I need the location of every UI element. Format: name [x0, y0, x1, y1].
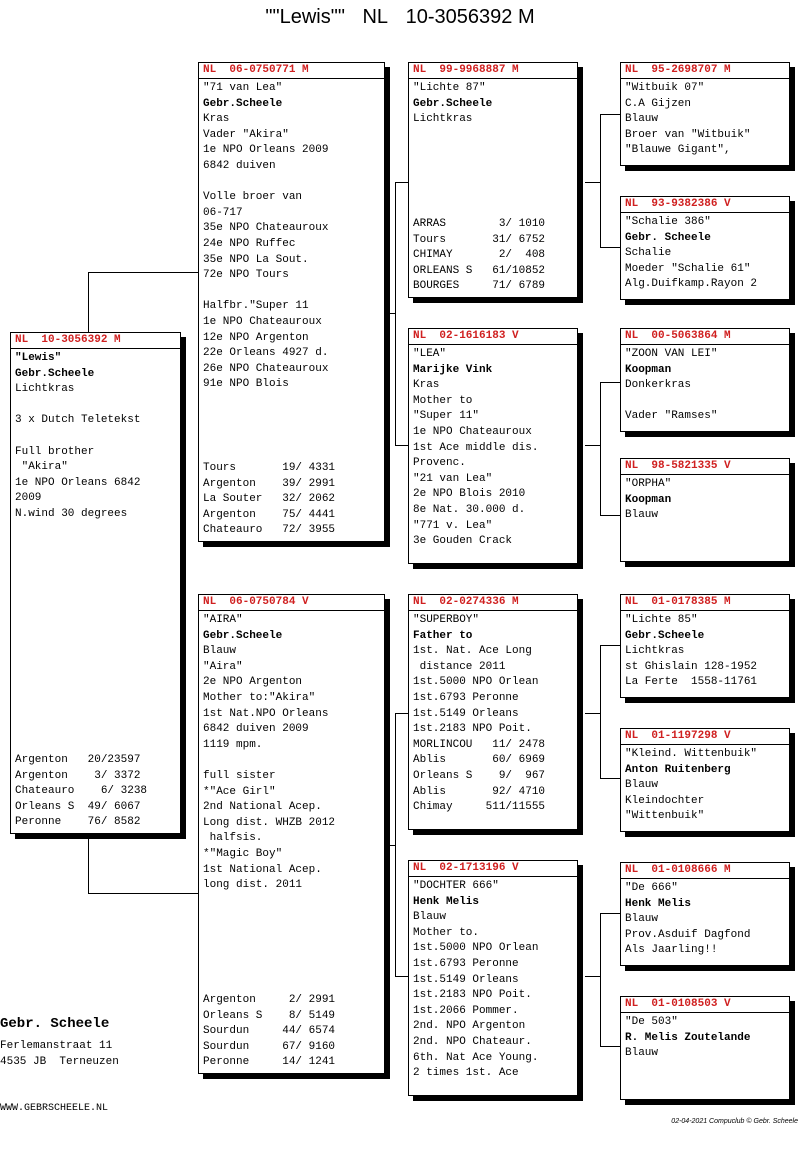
info-line: Orleans S 9/ 967	[413, 769, 546, 782]
pigeon-name: "ZOON VAN LEI"	[625, 348, 718, 360]
info-line: Vader "Akira"	[203, 128, 289, 141]
race-result: Sourdun 44/ 6574	[203, 1025, 336, 1038]
ring-number: NL 02-0274336 M	[409, 595, 577, 611]
info-line: distance 2011	[413, 660, 506, 673]
info-line: 1e NPO Chateauroux	[413, 425, 532, 438]
info-line: 2 times 1st. Ace	[413, 1067, 519, 1080]
info-line: long dist. 2011	[203, 879, 303, 892]
info-line: 1st Nat.NPO Orleans	[203, 707, 329, 720]
info-line: 1st.5149 Orleans	[413, 973, 519, 986]
race-result: Orleans S 8/ 5149	[203, 1009, 336, 1022]
ancestor-card	[620, 728, 790, 832]
info-line	[625, 394, 785, 410]
info-line: Lichtkras	[413, 113, 473, 126]
race-result: Peronne 14/ 1241	[203, 1056, 336, 1069]
pedigree-title	[0, 6, 800, 29]
ring-number: NL 93-9382386 V	[621, 197, 789, 213]
info-line: "Super 11"	[413, 410, 480, 423]
info-line: 2e NPO Argenton	[203, 676, 303, 689]
info-line: 1st.6793 Peronne	[413, 691, 519, 704]
connector-line	[600, 515, 620, 516]
pigeon-name: "Schalie 386"	[625, 216, 711, 228]
info-line: Alg.Duifkamp.Rayon 2	[625, 278, 758, 291]
info-line: "Wittenbuik"	[625, 810, 705, 823]
info-line: 1e NPO Orleans 2009	[203, 144, 329, 157]
info-line: 12e NPO Argenton	[203, 331, 309, 344]
race-result: ARRAS 3/ 1010	[413, 218, 546, 231]
info-line: *"Magic Boy"	[203, 847, 283, 860]
info-line: Schalie	[625, 247, 672, 260]
ring-number: NL 10-3056392 M	[11, 333, 180, 349]
info-line: Blauw	[625, 913, 659, 926]
info-line: Blauw	[625, 113, 659, 126]
ring-number: NL 98-5821335 V	[621, 459, 789, 475]
pigeon-name: "SUPERBOY"	[413, 614, 480, 626]
paternal-grandmother-card	[408, 328, 578, 564]
info-line: Blauw	[625, 1047, 659, 1060]
info-line: Als Jaarling!!	[625, 944, 718, 957]
info-line: Ablis 92/ 4710	[413, 785, 546, 798]
info-line: Full brother	[15, 445, 95, 458]
pigeon-name: "AIRA"	[203, 614, 243, 626]
info-line: 1st Ace middle dis.	[413, 441, 539, 454]
ancestor-card	[620, 594, 790, 698]
title-name: ""Lewis""	[265, 6, 345, 28]
connector-line	[88, 893, 198, 894]
pigeon-name: "Lichte 85"	[625, 614, 698, 626]
info-line	[15, 429, 176, 445]
info-line: 6842 duiven	[203, 159, 276, 172]
ancestor-card	[620, 328, 790, 432]
info-line: R. Melis Zoutelande	[625, 1031, 751, 1044]
title-country: NL	[362, 6, 389, 28]
info-line: Lichtkras	[625, 645, 685, 658]
breeder-name: Gebr. Scheele	[0, 1016, 110, 1032]
connector-line	[88, 272, 198, 273]
info-line: 2e NPO Blois 2010	[413, 488, 526, 501]
info-line: 3e Gouden Crack	[413, 535, 513, 548]
info-line: full sister	[203, 769, 276, 782]
info-line: Gebr.Scheele	[625, 629, 705, 642]
info-line: 2nd. NPO Chateaur.	[413, 1035, 532, 1048]
connector-line	[600, 114, 620, 115]
connector-line	[395, 713, 408, 714]
info-line: 1e NPO Orleans 6842	[15, 476, 141, 489]
connector-line	[88, 833, 89, 893]
info-line: Ablis 60/ 6969	[413, 754, 546, 767]
pigeon-name: "LEA"	[413, 348, 447, 360]
info-line: Lichtkras	[15, 383, 75, 396]
info-line: Donkerkras	[625, 379, 692, 392]
info-line: 22e Orleans 4927 d.	[203, 347, 329, 360]
breeder-website[interactable]: WWW.GEBRSCHEELE.NL	[0, 1103, 109, 1114]
connector-line	[600, 645, 620, 646]
info-line: Henk Melis	[625, 897, 692, 910]
info-line: Gebr.Scheele	[203, 629, 283, 642]
ring-number: NL 01-1197298 V	[621, 729, 789, 745]
info-line: "Blauwe Gigant",	[625, 144, 731, 157]
connector-line	[600, 382, 601, 515]
connector-line	[600, 913, 620, 914]
info-line: Koopman	[625, 363, 672, 376]
info-line: 1st.5149 Orleans	[413, 707, 519, 720]
info-line: Long dist. WHZB 2012	[203, 816, 336, 829]
race-result: Tours 19/ 4331	[203, 462, 336, 475]
info-line: Father to	[413, 629, 473, 642]
info-line: Halfbr."Super 11	[203, 300, 309, 313]
info-line: 6842 duiven 2009	[203, 723, 309, 736]
race-result: Chateauro 72/ 3955	[203, 524, 336, 537]
race-result: BOURGES 71/ 6789	[413, 280, 546, 293]
info-line: Provenc.	[413, 457, 466, 470]
race-result: ORLEANS S 61/10852	[413, 264, 546, 277]
info-line: Gebr.Scheele	[15, 367, 95, 380]
info-line: Koopman	[625, 493, 672, 506]
race-result: Peronne 76/ 8582	[15, 816, 141, 829]
mother-card	[198, 594, 385, 1074]
info-line: 1st.2183 NPO Poit.	[413, 723, 532, 736]
ring-number: NL 01-0108666 M	[621, 863, 789, 879]
ring-number: NL 02-1713196 V	[409, 861, 577, 877]
info-line: Kras	[203, 113, 230, 126]
info-line: 1st.2066 Pommer.	[413, 1004, 519, 1017]
info-line: 24e NPO Ruffec	[203, 237, 296, 250]
pigeon-name: "Lichte 87"	[413, 82, 486, 94]
race-result: Sourdun 67/ 9160	[203, 1040, 336, 1053]
maternal-grandmother-card	[408, 860, 578, 1096]
info-line: Blauw	[413, 911, 447, 924]
connector-line	[585, 976, 600, 977]
connector-line	[600, 1046, 620, 1047]
info-line: 3 x Dutch Teletekst	[15, 414, 141, 427]
race-results	[203, 993, 380, 1071]
connector-line	[600, 247, 620, 248]
race-result: Argenton 39/ 2991	[203, 477, 336, 490]
ancestor-card	[620, 62, 790, 166]
race-results	[15, 753, 176, 831]
ancestor-card	[620, 862, 790, 966]
connector-line	[395, 445, 408, 446]
info-line: Chimay 511/11555	[413, 801, 546, 814]
ring-number: NL 06-0750771 M	[199, 63, 384, 79]
info-line: 35e NPO La Sout.	[203, 253, 309, 266]
ring-number: NL 01-0108503 V	[621, 997, 789, 1013]
info-line: Gebr.Scheele	[413, 97, 493, 110]
race-result: Argenton 20/23597	[15, 754, 141, 767]
connector-line	[600, 114, 601, 247]
breeder-street: Ferlemanstraat 11	[0, 1040, 113, 1052]
pigeon-name: "De 503"	[625, 1016, 678, 1028]
info-line: MORLINCOU 11/ 2478	[413, 738, 546, 751]
info-line: 91e NPO Blois	[203, 378, 289, 391]
info-line	[203, 753, 380, 769]
connector-line	[395, 713, 396, 976]
ring-number: NL 02-1616183 V	[409, 329, 577, 345]
race-result: Argenton 75/ 4441	[203, 508, 336, 521]
race-result: Orleans S 49/ 6067	[15, 800, 141, 813]
paternal-grandfather-card	[408, 62, 578, 298]
race-result: La Souter 32/ 2062	[203, 493, 336, 506]
info-line: "Akira"	[15, 461, 68, 474]
race-results	[203, 461, 380, 539]
race-result: Argenton 2/ 2991	[203, 994, 336, 1007]
info-line: Volle broer van	[203, 191, 303, 204]
info-line: Gebr.Scheele	[203, 97, 283, 110]
connector-line	[585, 445, 600, 446]
info-line: Blauw	[625, 509, 659, 522]
connector-line	[88, 272, 89, 333]
info-line: 1st.2183 NPO Poit.	[413, 989, 532, 1002]
info-line: Moeder "Schalie 61"	[625, 262, 751, 275]
connector-line	[395, 182, 408, 183]
title-ring: 10-3056392 M	[405, 6, 535, 28]
ring-number: NL 99-9968887 M	[409, 63, 577, 79]
connector-line	[600, 778, 620, 779]
info-line: halfsis.	[203, 832, 263, 845]
race-result: Chateauro 6/ 3238	[15, 785, 148, 798]
info-line: 1e NPO Chateauroux	[203, 315, 322, 328]
info-line: Blauw	[203, 645, 237, 658]
connector-line	[385, 313, 395, 314]
connector-line	[600, 913, 601, 1046]
info-line: 1st.5000 NPO Orlean	[413, 676, 539, 689]
connector-line	[600, 382, 620, 383]
pigeon-name: "Lewis"	[15, 352, 62, 364]
info-line: Vader "Ramses"	[625, 410, 718, 423]
ring-number: NL 06-0750784 V	[199, 595, 384, 611]
info-line: Kleindochter	[625, 794, 705, 807]
pigeon-name: "De 666"	[625, 882, 678, 894]
print-stamp: 02-04-2021 Compuclub © Gebr. Scheele	[671, 1118, 798, 1125]
info-line: Mother to:"Akira"	[203, 691, 316, 704]
info-line: 1st. Nat. Ace Long	[413, 645, 532, 658]
info-line: 1st.6793 Peronne	[413, 957, 519, 970]
info-line	[203, 175, 380, 191]
info-line: st Ghislain 128-1952	[625, 660, 758, 673]
ring-number: NL 00-5063864 M	[621, 329, 789, 345]
connector-line	[585, 713, 600, 714]
info-line: Marijke Vink	[413, 363, 493, 376]
info-line: 35e NPO Chateauroux	[203, 222, 329, 235]
info-line: Kras	[413, 379, 440, 392]
ring-number: NL 95-2698707 M	[621, 63, 789, 79]
connector-line	[395, 182, 396, 445]
info-line: "771 v. Lea"	[413, 519, 493, 532]
info-line: C.A Gijzen	[625, 97, 692, 110]
connector-line	[395, 976, 408, 977]
info-line: Henk Melis	[413, 895, 480, 908]
info-line: 8e Nat. 30.000 d.	[413, 503, 526, 516]
ring-number: NL 01-0178385 M	[621, 595, 789, 611]
connector-line	[585, 182, 600, 183]
pigeon-name: "Kleind. Wittenbuik"	[625, 748, 758, 760]
ancestor-card	[620, 996, 790, 1100]
info-line: 6th. Nat Ace Young.	[413, 1051, 539, 1064]
breeder-city: 4535 JB Terneuzen	[0, 1056, 119, 1068]
info-line: N.wind 30 degrees	[15, 507, 128, 520]
info-line	[15, 398, 176, 414]
info-line: Broer van "Witbuik"	[625, 128, 751, 141]
pigeon-name: "Witbuik 07"	[625, 82, 705, 94]
pigeon-name: "ORPHA"	[625, 478, 672, 490]
race-result: Tours 31/ 6752	[413, 233, 546, 246]
info-line: Mother to	[413, 394, 473, 407]
info-line: Mother to.	[413, 926, 480, 939]
info-line: 72e NPO Tours	[203, 269, 289, 282]
info-line: 2009	[15, 492, 42, 505]
info-line: 1st National Acep.	[203, 863, 322, 876]
pigeon-name: "DOCHTER 666"	[413, 880, 499, 892]
info-line: 1st.5000 NPO Orlean	[413, 942, 539, 955]
info-line: *"Ace Girl"	[203, 785, 276, 798]
info-line	[203, 284, 380, 300]
info-line: 2nd National Acep.	[203, 801, 322, 814]
race-results	[413, 217, 573, 295]
subject-pigeon-card	[10, 332, 181, 834]
pigeon-name: "71 van Lea"	[203, 82, 283, 94]
info-line: La Ferte 1558-11761	[625, 676, 758, 689]
info-line: "Aira"	[203, 660, 243, 673]
info-line: Prov.Asduif Dagfond	[625, 928, 751, 941]
info-line: "21 van Lea"	[413, 472, 493, 485]
ancestor-card	[620, 458, 790, 562]
info-line: 26e NPO Chateauroux	[203, 362, 329, 375]
race-result: Argenton 3/ 3372	[15, 769, 141, 782]
ancestor-card	[620, 196, 790, 300]
info-line: Blauw	[625, 779, 659, 792]
maternal-grandfather-card	[408, 594, 578, 830]
info-line: Anton Ruitenberg	[625, 763, 731, 776]
info-line: 1119 mpm.	[203, 738, 263, 751]
connector-line	[600, 645, 601, 778]
connector-line	[385, 845, 395, 846]
race-result: CHIMAY 2/ 408	[413, 249, 546, 262]
info-line: 2nd. NPO Argenton	[413, 1020, 526, 1033]
info-line: Gebr. Scheele	[625, 231, 711, 244]
father-card	[198, 62, 385, 542]
info-line: 06-717	[203, 206, 243, 219]
